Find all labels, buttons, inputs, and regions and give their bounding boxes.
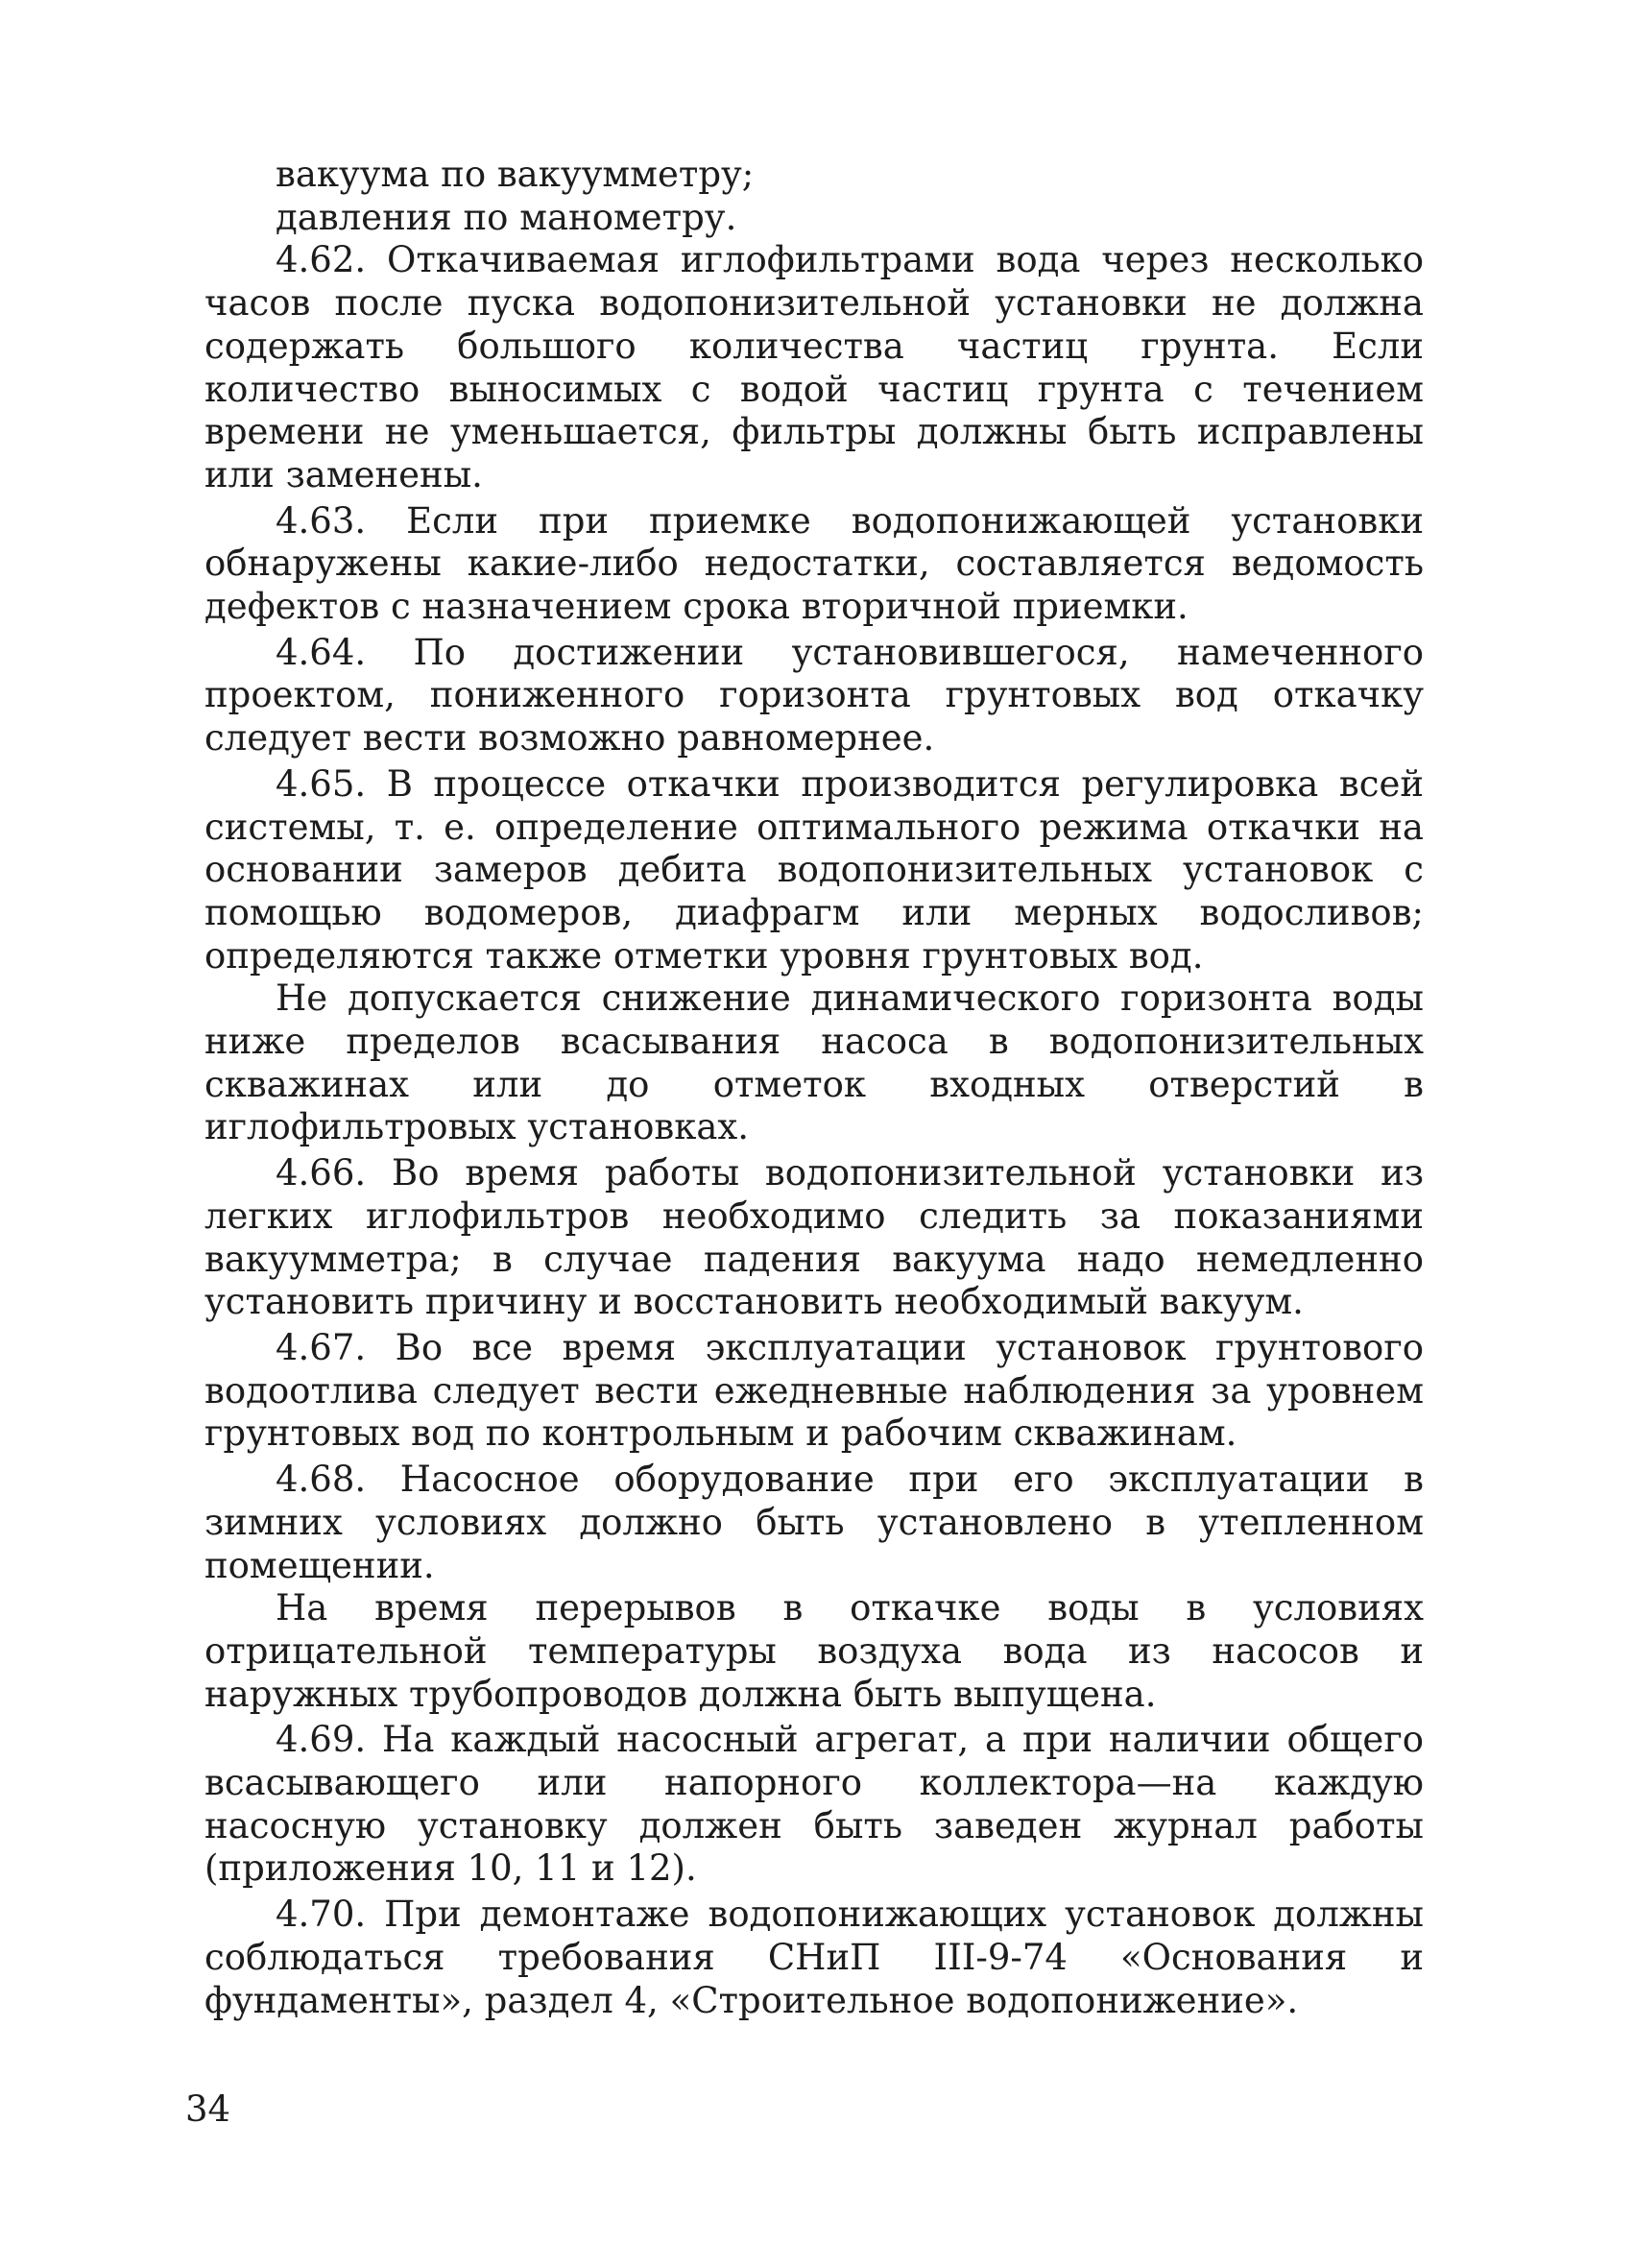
paragraph-4-65-continued: Не допускается снижение динамического горизонта воды ниже пределов всасывания насоса в водопонизительных скважинах или до отметок входных отверстий в иглофильтровых установках.	[204, 977, 1424, 1148]
list-line-pressure: давления по манометру.	[276, 196, 737, 238]
document-page	[204, 154, 1424, 2022]
paragraph-4-67: 4.67. Во все время эксплуатации установок грунтового водоотлива следует вести ежедневные наблюдения за уровнем грунтовых вод по контрольным и рабочим скважинам.	[204, 1326, 1424, 1455]
paragraph-4-62: 4.62. Откачиваемая иглофильтрами вода через несколько часов после пуска водопонизительной установки не должна содержать большого количества частиц грунта. Если количество выносимых с водой частиц грунта с течением времени не уменьшается, фильтры должны быть исправлены или заменены.	[204, 239, 1424, 495]
paragraph-4-70: 4.70. При демонтаже водопонижающих установок должны соблюдаться требования СНиП III-9-74 «Основания и фундаменты», раздел 4, «Строительное водопонижение».	[204, 1894, 1424, 2021]
page-number: 34	[185, 2088, 231, 2130]
paragraph-4-69: 4.69. На каждый насосный агрегат, а при наличии общего всасывающего или напорного коллектора—на каждую насосную установку должен быть заведен журнал работы (приложения 10, 11 и 12).	[204, 1719, 1424, 1890]
paragraph-4-63: 4.63. Если при приемке водопонижающей установки обнаружены какие-либо недостатки, составляется ведомость дефектов с назначением срока вторичной приемки.	[204, 499, 1424, 628]
list-line-vacuum: вакуума по вакуумметру;	[276, 154, 755, 195]
paragraph-4-68-continued: На время перерывов в откачке воды в условиях отрицательной температуры воздуха вода из насосов и наружных трубопроводов должна быть выпущена.	[204, 1587, 1424, 1715]
paragraph-4-68: 4.68. Насосное оборудование при его эксплуатации в зимних условиях должно быть установлено в утепленном помещении.	[204, 1459, 1424, 1586]
paragraph-4-65: 4.65. В процессе откачки производится регулировка всей системы, т. е. определение оптимального режима откачки на основании замеров дебита водопонизительных установок с помощью водомеров, диафрагм или мерных водосливов; определяются также отметки уровня грунтовых вод.	[204, 762, 1424, 977]
paragraph-4-66: 4.66. Во время работы водопонизительной установки из легких иглофильтров необходимо следить за показаниями вакуумметра; в случае падения вакуума надо немедленно установить причину и восстановить необходимый вакуум.	[204, 1152, 1424, 1323]
paragraph-4-64: 4.64. По достижении установившегося, намеченного проектом, пониженного горизонта грунтовых вод откачку следует вести возможно равномернее.	[204, 631, 1424, 760]
